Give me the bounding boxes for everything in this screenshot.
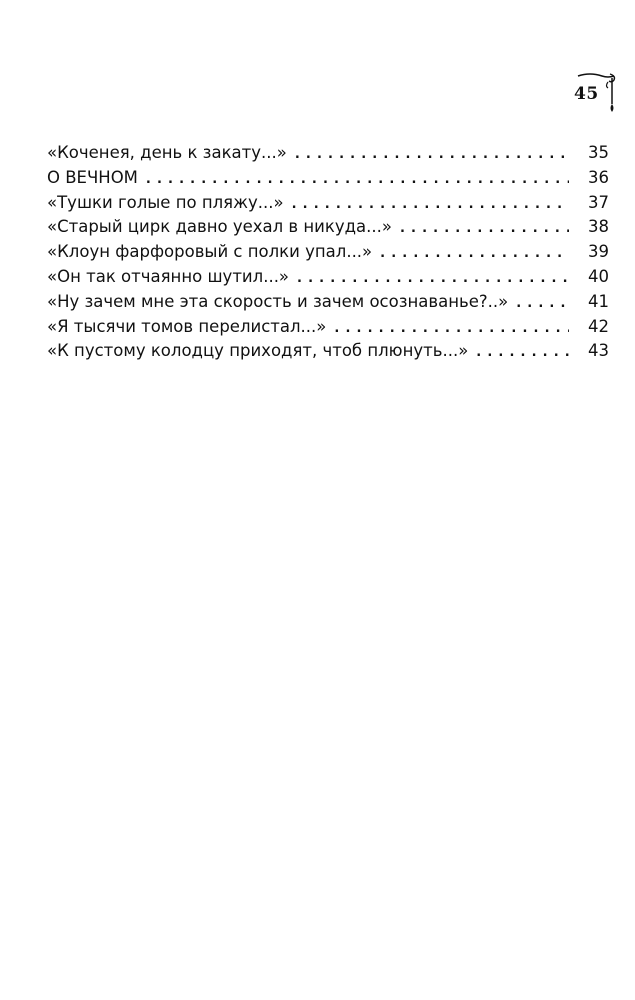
toc-entry	[47, 339, 609, 364]
toc-leader-dots	[334, 317, 569, 342]
toc-leader-dots	[476, 341, 569, 366]
toc-leader-dots	[295, 143, 569, 168]
toc-entry	[47, 265, 609, 290]
toc-entry	[47, 315, 609, 340]
toc-entry-title: «Коченея, день к закату...»	[47, 143, 287, 162]
toc-leader-dots	[400, 217, 569, 242]
toc-entry-page: 38	[588, 217, 609, 237]
toc-entry	[47, 240, 609, 265]
toc-entry-page: 42	[588, 316, 609, 336]
toc-entry	[47, 166, 609, 191]
toc-entry-page: 40	[588, 266, 609, 286]
page-number-corner	[572, 70, 620, 116]
toc-leader-dots	[516, 292, 569, 317]
toc-entry-title: «Я тысячи томов перелистал...»	[47, 316, 327, 336]
toc-entry-title: «К пустому колодцу приходят, чтоб плюнуть...»	[47, 341, 469, 361]
toc-leader-dots	[146, 168, 569, 193]
toc-entry-page: 36	[588, 167, 609, 187]
toc-entry-title: «Старый цирк давно уехал в никуда...»	[47, 217, 392, 237]
toc-entry-page: 43	[588, 341, 609, 361]
toc-entry	[47, 290, 609, 315]
toc-entry-title: О ВЕЧНОМ	[47, 167, 138, 187]
toc-entry-page: 35	[588, 143, 609, 162]
toc-entry	[47, 215, 609, 240]
toc-leader-dots	[380, 242, 569, 267]
page-number: 45	[574, 84, 599, 104]
toc-leader-dots	[297, 267, 569, 292]
toc-entry-title: «Он так отчаянно шутил...»	[47, 266, 290, 286]
table-of-contents	[47, 141, 609, 364]
toc-leader-dots	[292, 193, 569, 218]
toc-entry-page: 37	[588, 192, 609, 212]
toc-entry-title: «Клоун фарфоровый с полки упал...»	[47, 242, 373, 262]
toc-entry-title: «Тушки голые по пляжу...»	[47, 192, 284, 212]
toc-entry-page: 41	[588, 291, 609, 311]
toc-entry-title: «Ну зачем мне эта скорость и зачем осознаванье?..»	[47, 291, 509, 311]
toc-entry	[47, 141, 609, 166]
toc-entry-page: 39	[588, 242, 609, 262]
toc-entry	[47, 191, 609, 216]
